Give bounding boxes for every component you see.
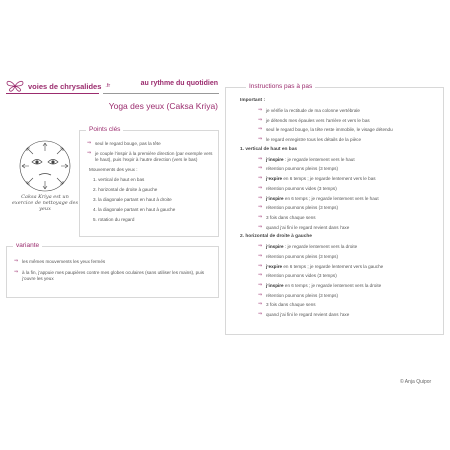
movements-label: Mouvements des yeux : [89,167,138,173]
arrow-right-icon: ⇒ [258,262,263,269]
arrow-right-icon: ⇒ [258,155,263,162]
instruction-item: ⇒ quand j’ai fini le regard revient dans l’axe [258,311,350,318]
instruction-item: ⇒ j’inspire en 6 temps ; je regarde lentement vers le haut [258,194,379,201]
arrow-right-icon: ⇒ [258,282,263,288]
list-item: ⇒ je couple l’inspir à la première direction (par exemple vers le haut), puis l’expir à l’autre direction (vers le bas) [87,149,213,162]
arrow-right-icon: ⇒ [258,107,263,113]
instruction-item: ⇒ j’inspire : je regarde lentement vers la droite [258,243,358,250]
variante-panel [6,242,219,298]
arrow-right-icon: ⇒ [258,116,263,123]
instructions-panel [225,83,444,335]
arrow-right-icon: ⇒ [258,136,263,143]
arrow-right-icon: ⇒ [258,175,263,182]
instruction-item: ⇒ j’expire en 6 temps ; je regarde lentement vers la gauche [258,262,384,269]
list-item: ⇒ à la fin, j’appuie mes paupières contre mes globes oculaires (sans utiliser les mains), puis j’ouvre les yeux [14,268,205,281]
arrow-right-icon: ⇒ [87,140,92,146]
instruction-item: ⇒ 3 fois dans chaque sens [258,213,316,220]
brand-name: voies de chrysalides [28,81,102,91]
header-divider [103,93,219,94]
instruction-item: ⇒ le regard enregistre tous les détails de la pièce [258,136,361,143]
brand-tld: .fr [105,83,111,89]
arrow-right-icon: ⇒ [87,149,92,156]
arrow-right-icon: ⇒ [258,204,263,211]
arrow-right-icon: ⇒ [258,272,263,279]
instruction-item: ⇒ je détends mes épaules vers l’arrière et vers le bas [258,116,370,123]
list-item: 1. vertical de haut en bas [93,177,145,183]
arrow-right-icon: ⇒ [258,301,263,308]
arrow-right-icon: ⇒ [258,291,263,298]
list-item: 4. la diagonale partant en haut à gauche [93,207,176,213]
instruction-item: ⇒ rétention poumons pleins (3 temps) [258,165,339,172]
arrow-right-icon: ⇒ [258,126,263,133]
instruction-item: ⇒ 3 fois dans chaque sens [258,301,316,308]
brand [6,80,110,92]
copyright: © Anja Quipor [400,379,432,385]
arrow-right-icon: ⇒ [258,194,263,201]
instruction-item: ⇒ j’expire en 6 temps ; je regarde lentement vers le bas [258,175,376,182]
eyes-with-arrows-icon [14,137,76,195]
header-subtitle: au rythme du quotidien [140,80,218,87]
important-label: Important : [240,98,266,103]
instruction-item: ⇒ rétention poumons vides (3 temps) [258,272,337,279]
instruction-item: ⇒ j’inspire en 6 temps ; je regarde lentement vers la droite [258,282,382,288]
instruction-item: ⇒ rétention poumons vides (3 temps) [258,184,337,191]
arrow-right-icon: ⇒ [258,165,263,172]
instruction-item: ⇒ j’inspire : je regarde lentement vers le haut [258,155,355,162]
arrow-right-icon: ⇒ [258,223,263,230]
arrow-right-icon: ⇒ [258,243,263,250]
instruction-item: ⇒ quand j’ai fini le regard revient dans l’axe [258,223,350,230]
points-cles-panel [79,126,219,237]
list-item: ⇒ seul le regard bouge, pas la tête [87,140,161,146]
instruction-item: ⇒ seul le regard bouge, la tête reste immobile, le visage détendu [258,126,393,133]
instruction-item: ⇒ rétention poumons pleins (3 temps) [258,291,339,298]
variante-legend: variante [13,242,42,249]
arrow-right-icon: ⇒ [14,268,19,275]
arrow-right-icon: ⇒ [258,311,263,318]
list-item: 3. la diagonale partant en haut à droite [93,197,172,203]
list-item: 5. rotation du regard [93,217,135,223]
section2-label: 2. horizontal de droite à gauche [240,234,312,240]
arrow-right-icon: ⇒ [258,252,263,259]
butterfly-logo-icon [6,80,24,92]
instruction-item: ⇒ rétention poumons pleins (3 temps) [258,252,339,259]
instruction-item: ⇒ je vérifie la rectitude de ma colonne vertébrale [258,107,360,113]
instructions-legend: Instructions pas à pas [246,83,315,90]
arrow-right-icon: ⇒ [14,258,19,264]
list-item: 2. horizontal de droite à gauche [93,187,158,193]
arrow-right-icon: ⇒ [258,213,263,220]
points-cles-legend: Points clés [86,126,123,133]
arrow-right-icon: ⇒ [258,184,263,191]
brand-divider [6,93,99,94]
instruction-item: ⇒ rétention poumons pleins (3 temps) [258,204,339,211]
page-title: Yoga des yeux (Caksa Kriya) [108,101,218,111]
illustration-caption: Caksa Kriya est un exercice de nettoyage des yeux [11,194,79,212]
section1-label: 1. vertical de haut en bas [240,146,298,152]
list-item: ⇒ les mêmes mouvements les yeux fermés [14,258,106,264]
